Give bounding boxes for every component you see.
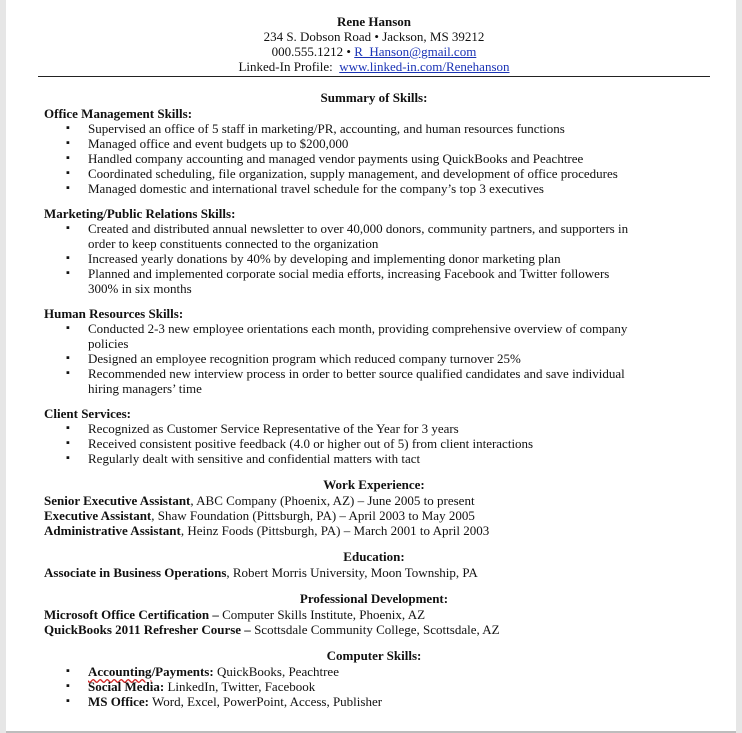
bullet-icon: ▪ [66, 167, 70, 179]
skill-item-text: Handled company accounting and managed vendor payments using QuickBooks and Peachtree [88, 151, 584, 166]
skill-item [44, 221, 704, 251]
computer-skill-label-colon: : [144, 694, 150, 709]
skill-item-text: Managed office and event budgets up to $200,000 [88, 136, 349, 151]
summary-title: Summary of Skills: [320, 90, 428, 105]
skill-item [44, 121, 704, 136]
development-entry [44, 607, 704, 622]
skill-item [44, 366, 704, 396]
skill-item [44, 321, 704, 351]
skill-list [44, 221, 704, 296]
skill-item-text: Planned and implemented corporate social media efforts, increasing Facebook and Twitter followers [88, 266, 610, 281]
phone-number: 000.555.1212 • [271, 44, 351, 59]
bullet-icon: ▪ [66, 665, 70, 677]
candidate-name: Rene Hanson [336, 14, 412, 29]
skill-item-text: Recommended new interview process in order to better source qualified candidates and save individual [88, 366, 625, 381]
skill-list [44, 121, 704, 196]
skill-item-text: hiring managers’ time [88, 381, 202, 396]
education-title: Education: [343, 549, 405, 564]
skill-item-text: Regularly dealt with sensitive and confidential matters with tact [88, 451, 421, 466]
summary-section [44, 106, 704, 466]
bullet-icon: ▪ [66, 267, 70, 279]
computer-skills-list [44, 664, 704, 709]
bullet-icon: ▪ [66, 352, 70, 364]
skill-group-heading: Human Resources Skills: [44, 306, 184, 321]
resume-content [44, 14, 704, 709]
bullet-icon: ▪ [66, 695, 70, 707]
computer-skills-title: Computer Skills: [326, 648, 422, 663]
development-section [44, 607, 704, 637]
development-title: Professional Development: [299, 591, 449, 606]
skill-item [44, 421, 704, 436]
computer-skill-value: LinkedIn, Twitter, Facebook [164, 679, 316, 694]
skill-item [44, 136, 704, 151]
bullet-icon: ▪ [66, 182, 70, 194]
bullet-icon: ▪ [66, 137, 70, 149]
course-detail: Computer Skills Institute, Phoenix, AZ [218, 607, 426, 622]
address-line: 234 S. Dobson Road • Jackson, MS 39212 [263, 29, 485, 44]
bullet-icon: ▪ [66, 367, 70, 379]
computer-skill-label-text [88, 664, 214, 679]
email-link[interactable]: R_Hanson@gmail.com [354, 44, 477, 59]
job-detail: , ABC Company (Phoenix, AZ) – June 2005 to present [190, 493, 475, 508]
skill-item [44, 266, 704, 296]
skill-item-text: Created and distributed annual newsletter to over 40,000 donors, community partners, and supporters in [88, 221, 629, 236]
skill-item [44, 151, 704, 166]
computer-skill-label-colon: : [159, 679, 165, 694]
job-detail: , Heinz Foods (Pittsburgh, PA) – March 2001 to April 2003 [180, 523, 490, 538]
job-role: Executive Assistant [44, 508, 152, 523]
skill-item-text: Conducted 2-3 new employee orientations each month, providing comprehensive overview of company [88, 321, 628, 336]
computer-skill-item [44, 664, 704, 679]
skill-item [44, 166, 704, 181]
skill-item [44, 451, 704, 466]
computer-skill-label-colon: : [209, 664, 214, 679]
course-name: Microsoft Office Certification – [44, 607, 219, 622]
contact-line [44, 44, 704, 59]
skill-group-heading: Client Services: [44, 406, 132, 421]
course-name: QuickBooks 2011 Refresher Course – [44, 622, 251, 637]
skill-list [44, 421, 704, 466]
bullet-icon: ▪ [66, 252, 70, 264]
bullet-icon: ▪ [66, 437, 70, 449]
computer-skill-label [88, 664, 214, 679]
skill-item [44, 251, 704, 266]
computer-skill-label [88, 679, 164, 694]
skill-group-heading: Marketing/Public Relations Skills: [44, 206, 236, 221]
linkedin-link[interactable]: www.linked-in.com/Renehanson [339, 59, 510, 74]
computer-skill-label-main: Accounting [88, 664, 152, 679]
computer-skill-item [44, 694, 704, 709]
bullet-icon: ▪ [66, 152, 70, 164]
skill-item-text: Received consistent positive feedback (4.0 or higher out of 5) from client interactions [88, 436, 534, 451]
skill-item-text: policies [88, 336, 129, 351]
degree-name: Associate in Business Operations [44, 565, 227, 580]
development-entry [44, 622, 704, 637]
skill-item-text: Managed domestic and international travel schedule for the company’s top 3 executives [88, 181, 544, 196]
linkedin-line [44, 59, 704, 74]
bullet-icon: ▪ [66, 422, 70, 434]
education-entry [44, 565, 704, 580]
skill-group-heading: Office Management Skills: [44, 106, 193, 121]
resume-header [44, 14, 704, 74]
skill-item-text: Supervised an office of 5 staff in marketing/PR, accounting, and human resources functions [88, 121, 565, 136]
linkedin-label: Linked-In Profile: [238, 59, 333, 74]
computer-skill-value: Word, Excel, PowerPoint, Access, Publisher [149, 694, 383, 709]
job-role: Senior Executive Assistant [44, 493, 191, 508]
job-entry [44, 523, 704, 538]
skill-item [44, 436, 704, 451]
job-entry [44, 493, 704, 508]
bullet-icon: ▪ [66, 322, 70, 334]
computer-skill-label-main: Social Media [88, 679, 160, 694]
bullet-icon: ▪ [66, 452, 70, 464]
bullet-icon: ▪ [66, 122, 70, 134]
skill-item-text: 300% in six months [88, 281, 192, 296]
computer-skill-label-sub: /Payments [151, 664, 210, 679]
work-section [44, 493, 704, 538]
skill-item-text: Increased yearly donations by 40% by developing and implementing donor marketing plan [88, 251, 561, 266]
bullet-icon: ▪ [66, 222, 70, 234]
computer-skill-item [44, 679, 704, 694]
skill-item [44, 351, 704, 366]
computer-skill-label [88, 694, 149, 709]
skill-item-text: Recognized as Customer Service Representative of the Year for 3 years [88, 421, 459, 436]
computer-skill-label-text [88, 694, 149, 709]
job-role: Administrative Assistant [44, 523, 181, 538]
job-entry [44, 508, 704, 523]
computer-skill-label-text [88, 679, 164, 694]
skill-item-text: Designed an employee recognition program which reduced company turnover 25% [88, 351, 521, 366]
header-divider [38, 76, 710, 77]
resume-page [6, 0, 736, 733]
work-title: Work Experience: [323, 477, 425, 492]
computer-skill-value: QuickBooks, Peachtree [213, 664, 339, 679]
bullet-icon: ▪ [66, 680, 70, 692]
skill-list [44, 321, 704, 396]
skill-item-text: Coordinated scheduling, file organization, supply management, and development of office procedures [88, 166, 618, 181]
skill-item-text: order to keep constituents connected to the organization [88, 236, 379, 251]
skill-item [44, 181, 704, 196]
course-detail: Scottsdale Community College, Scottsdale, AZ [250, 622, 500, 637]
computer-skill-label-main: MS Office [88, 694, 145, 709]
job-detail: , Shaw Foundation (Pittsburgh, PA) – April 2003 to May 2005 [151, 508, 475, 523]
degree-detail: , Robert Morris University, Moon Township, PA [226, 565, 478, 580]
